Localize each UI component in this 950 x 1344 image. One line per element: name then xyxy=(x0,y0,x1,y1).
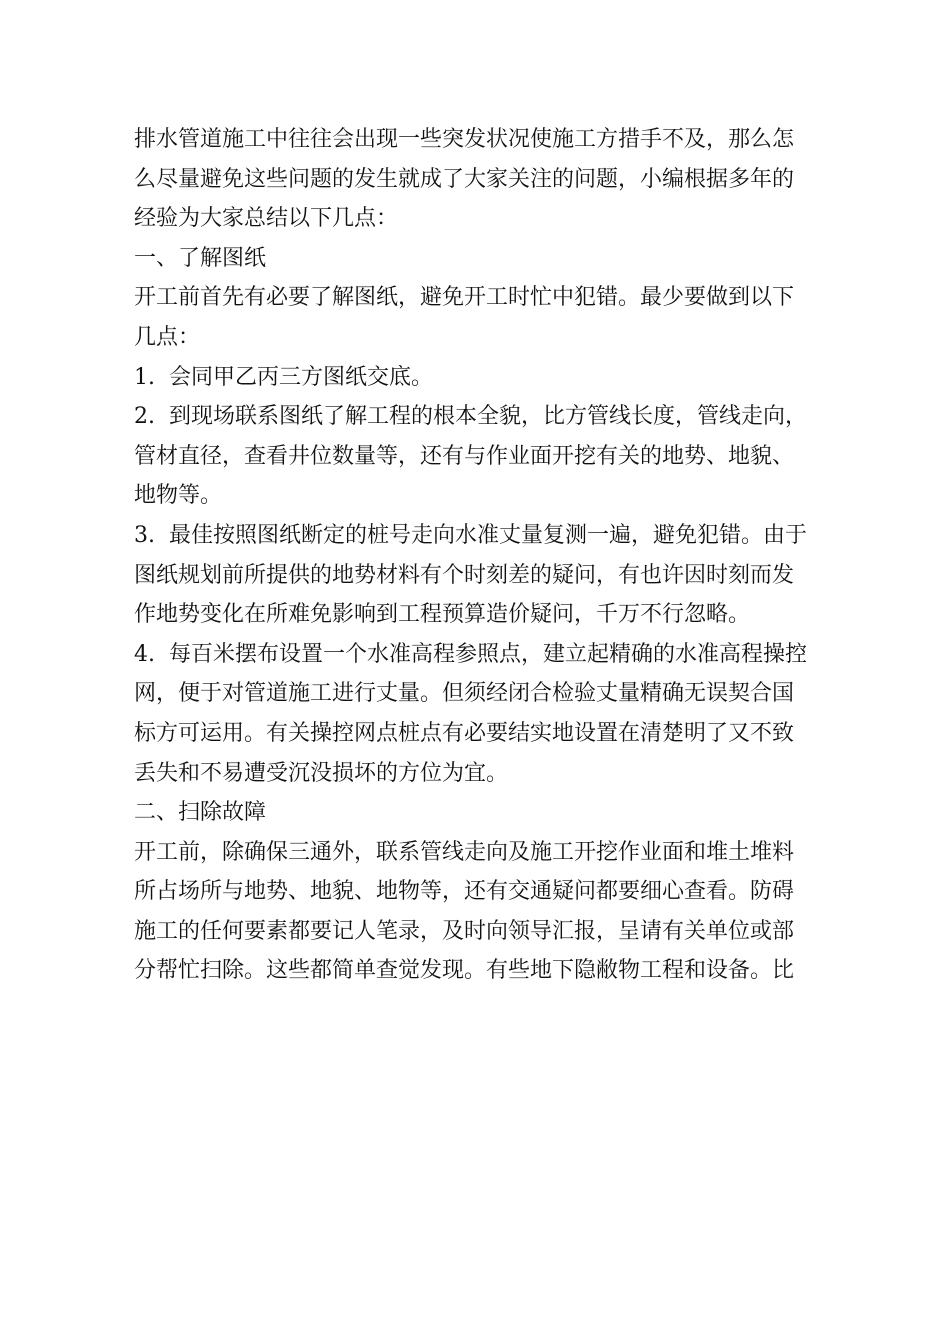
text-line: 丢失和不易遭受沉没损坏的方位为宜。 xyxy=(134,760,509,786)
document-body xyxy=(134,120,824,991)
text-line: 4. 每百米摆布设置一个水准高程参照点，建立起精确的水准高程操控 xyxy=(134,641,807,667)
text-line: 图纸规划前所提供的地势材料有个时刻差的疑问，有也许因时刻而发 xyxy=(134,562,795,588)
text-line: 作地势变化在所难免影响到工程预算造价疑问，千万不行忽略。 xyxy=(134,602,751,628)
text-line: 经验为大家总结以下几点： xyxy=(134,206,399,232)
section-2-paragraph xyxy=(134,833,824,991)
heading-text: 二、扫除故障 xyxy=(134,800,267,826)
text-line: 么尽量避免这些问题的发生就成了大家关注的问题，小编根据多年的 xyxy=(134,166,795,192)
list-item-1 xyxy=(134,358,824,398)
heading-text: 一、了解图纸 xyxy=(134,245,267,271)
text-line: 1. 会同甲乙丙三方图纸交底。 xyxy=(134,364,433,390)
text-line: 开工前首先有必要了解图纸，避免开工时忙中犯错。最少要做到以下 xyxy=(134,285,795,311)
section-heading-2 xyxy=(134,793,824,833)
text-line: 3. 最佳按照图纸断定的桩号走向水准丈量复测一遍，避免犯错。由于 xyxy=(134,522,807,548)
text-line: 排水管道施工中往往会出现一些突发状况使施工方措手不及，那么怎 xyxy=(134,127,795,152)
text-line: 管材直径，查看井位数量等，还有与作业面开挖有关的地势、地貌、 xyxy=(134,443,795,469)
text-line: 2. 到现场联系图纸了解工程的根本全貌，比方管线长度，管线走向， xyxy=(134,404,807,430)
list-item-3 xyxy=(134,516,824,635)
text-line: 标方可运用。有关操控网点桩点有必要结实地设置在清楚明了又不致 xyxy=(134,720,795,746)
list-item-4 xyxy=(134,635,824,793)
section-1-paragraph xyxy=(134,278,824,357)
text-line: 所占场所与地势、地貌、地物等，还有交通疑问都要细心查看。防碍 xyxy=(134,879,795,905)
text-line: 网，便于对管道施工进行丈量。但须经闭合检验丈量精确无误契合国 xyxy=(134,681,795,707)
section-heading-1 xyxy=(134,239,824,279)
intro-paragraph xyxy=(134,120,824,239)
text-line: 分帮忙扫除。这些都简单查觉发现。有些地下隐敝物工程和设备。比 xyxy=(134,958,795,984)
text-line: 地物等。 xyxy=(134,483,223,509)
list-item-2 xyxy=(134,397,824,516)
text-line: 开工前，除确保三通外，联系管线走向及施工开挖作业面和堆土堆料 xyxy=(134,839,795,865)
text-line: 施工的任何要素都要记人笔录，及时向领导汇报，呈请有关单位或部 xyxy=(134,918,795,944)
text-line: 几点： xyxy=(134,324,201,350)
